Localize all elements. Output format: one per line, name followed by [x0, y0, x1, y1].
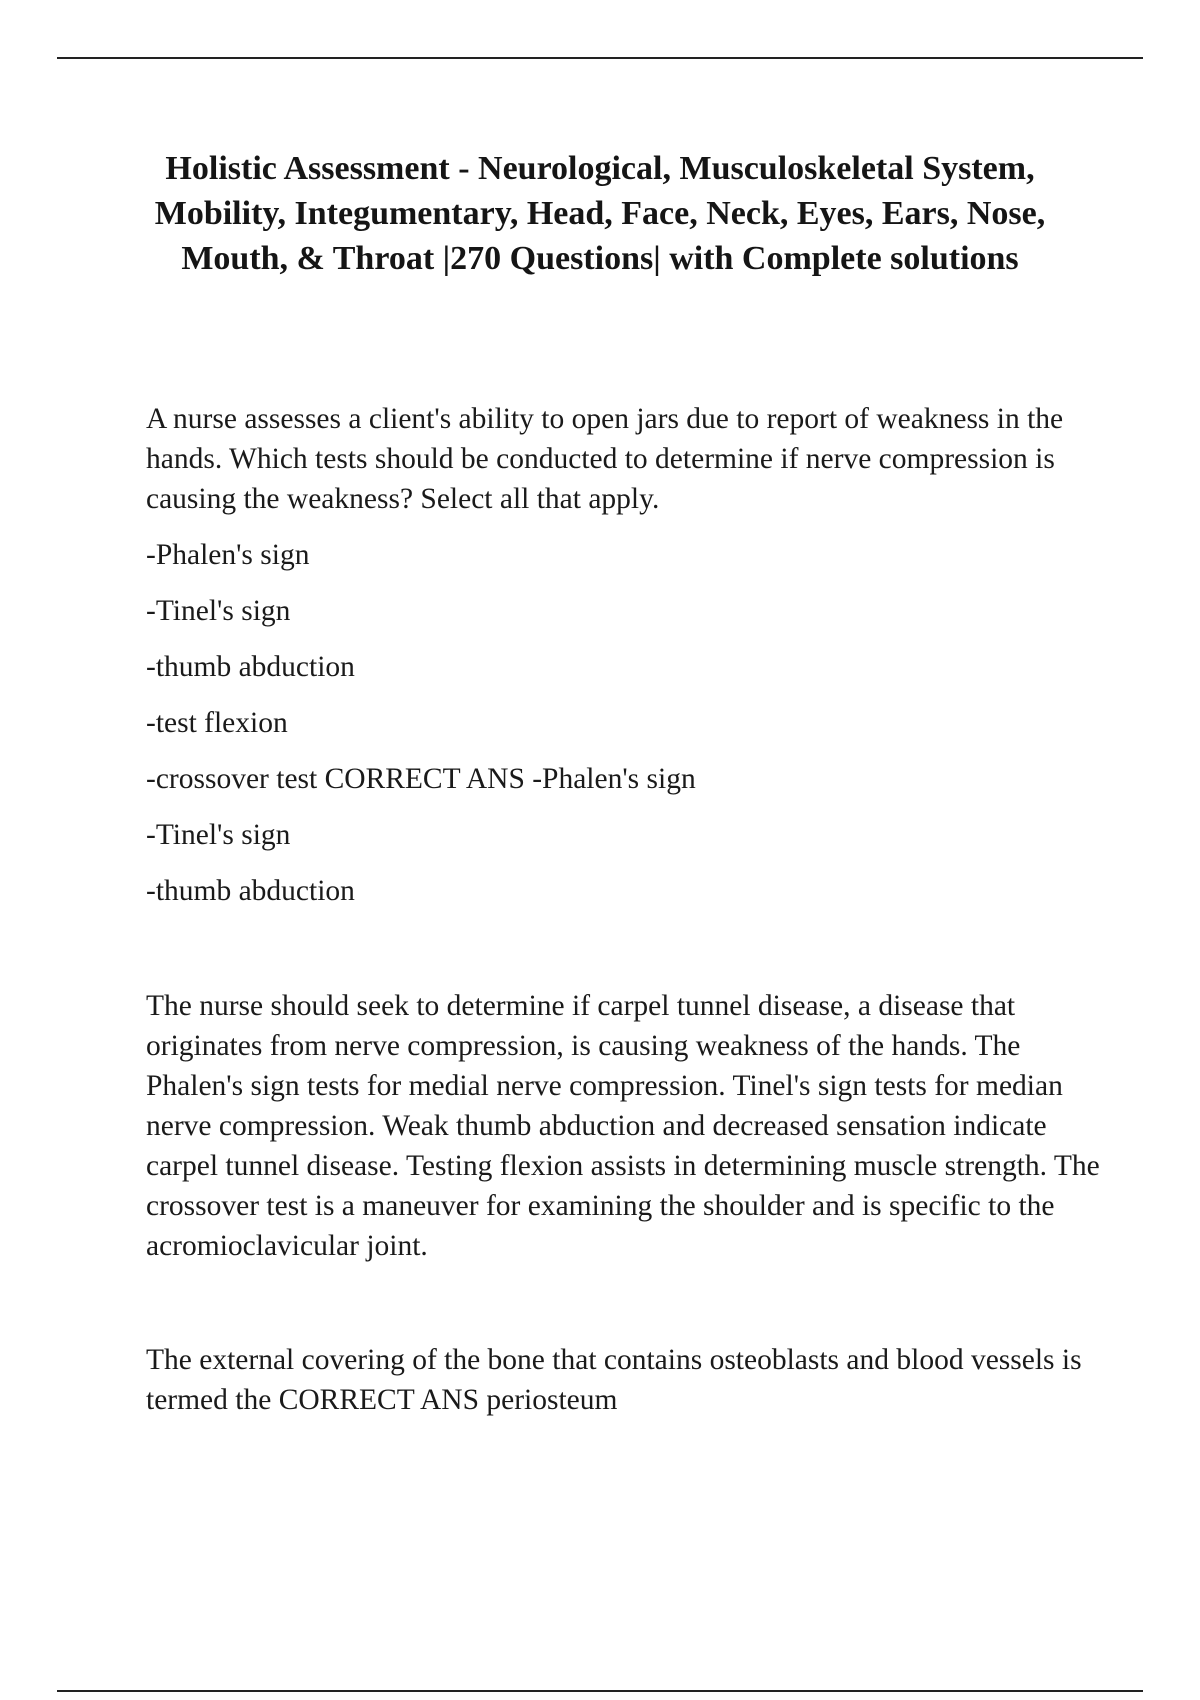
document-title: Holistic Assessment - Neurological, Musculoskeletal System, Mobility, Integumentary, Head, Face, Neck, Eyes, Ears, Nose, Mouth, & Throat |270 Questions| with Complete solutions	[154, 150, 1046, 277]
question-1-options	[146, 535, 1106, 911]
question-2-text: The external covering of the bone that contains osteoblasts and blood vessels is termed the CORRECT ANS periosteum	[146, 1344, 1082, 1416]
question-1-text: A nurse assesses a client's ability to open jars due to report of weakness in the hands. Which tests should be conducted to determine if nerve compression is causing the weakness? Select all that apply.	[146, 403, 1064, 515]
document-body	[146, 399, 1106, 1420]
top-rule	[57, 57, 1143, 59]
bottom-rule	[57, 1690, 1143, 1692]
question-1-line: -Phalen's sign	[146, 539, 310, 571]
question-1-line: -Tinel's sign	[146, 819, 291, 851]
question-1-line: -Tinel's sign	[146, 595, 291, 627]
question-1-line: -thumb abduction	[146, 651, 355, 683]
question-1-line: -test flexion	[146, 707, 288, 739]
question-1-explanation: The nurse should seek to determine if carpel tunnel disease, a disease that originates from nerve compression, is causing weakness of the hands. The Phalen's sign tests for medial nerve compression. Tinel's sign tests for median nerve compression. Weak thumb abduction and decreased sensation indicate carpel tunnel disease. Testing flexion assists in determining muscle strength. The crossover test is a maneuver for examining the shoulder and is specific to the acromioclavicular joint.	[146, 990, 1100, 1262]
question-1-line: -crossover test CORRECT ANS -Phalen's sign	[146, 763, 696, 795]
question-1-line: -thumb abduction	[146, 875, 355, 907]
